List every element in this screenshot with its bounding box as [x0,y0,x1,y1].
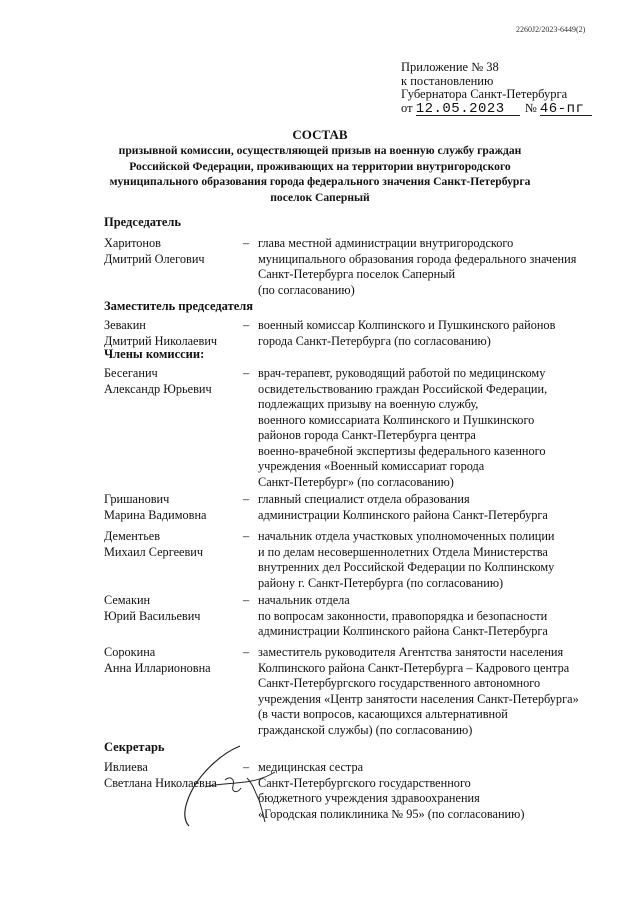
dash: – [243,760,250,774]
position-line: учреждения «Военный комиссариат города [258,459,485,473]
person-position [258,236,576,298]
document-subtitle: призывной комиссии, осуществляющей призыв на военную службу граждан Российской Федерации, проживающих на территории внутригородского муниципального образования города федерального значения Санкт-Петербурга поселок Саперный [109,144,531,204]
surname: Сорокина [104,645,156,659]
date-value: 12.05.2023 [415,100,505,117]
given-names: Светлана Николаевна [104,775,217,790]
person-name [104,236,205,267]
document-number: 2260J2/2023-6449(2) [516,25,586,34]
appendix-issuer: Губернатора Санкт-Петербурга [401,87,568,101]
handwritten-signature [175,742,285,832]
given-names: Юрий Васильевич [104,608,201,623]
position-line: муниципального образования города федерального значения [258,251,577,266]
appendix-date-row [401,102,592,116]
person-name [104,593,201,624]
section-secretary: Секретарь [104,740,165,754]
person-position [258,529,555,591]
number-field [540,102,592,116]
position-line: внутренних дел Российской Федерации по Колпинскому [258,560,555,574]
position-line: военного комиссариата Колпинского и Пушкинского [258,412,535,427]
person-position [258,492,548,523]
appendix-block [401,61,592,116]
position-line: районов города Санкт-Петербурга центра [258,428,476,442]
person-position [258,318,555,349]
position-line: району г. Санкт-Петербурга (по согласованию) [258,575,504,590]
given-names: Дмитрий Николаевич [104,333,218,348]
surname: Гришанович [104,492,170,506]
position-line: медицинская сестра [258,760,364,774]
position-line: (по согласованию) [258,282,355,297]
position-line: глава местной администрации внутригородского [258,236,514,250]
dash: – [243,492,250,506]
person-name [104,492,207,523]
person-name [104,529,203,560]
position-line: начальник отдела участковых уполномоченных полиции [258,529,555,543]
person-position [258,593,548,640]
person-position [258,645,579,738]
position-line: бюджетного учреждения здравоохранения [258,791,480,805]
surname: Семакин [104,593,151,607]
position-line: главный специалист отдела образования [258,492,470,506]
position-line: военный комиссар Колпинского и Пушкинского районов [258,318,556,332]
given-names: Дмитрий Олегович [104,251,205,266]
position-line: и по делам несовершеннолетних Отдела Министерства [258,544,548,559]
date-prefix: от [401,100,413,115]
position-line: (в части вопросов, касающихся альтернативной [258,707,508,721]
position-line: заместитель руководителя Агентства занятости населения [258,645,564,659]
given-names: Александр Юрьевич [104,381,212,396]
position-line: Санкт-Петербургского государственного [258,775,471,790]
position-line: администрации Колпинского района Санкт-Петербурга [258,624,548,638]
date-field [416,102,520,116]
surname: Бесеганич [104,366,158,380]
person-position [258,366,547,490]
position-line: города Санкт-Петербурга (по согласованию) [258,333,491,348]
dash: – [243,593,250,607]
position-line: подлежащих призыву на военную службу, [258,397,479,411]
appendix-reference: к постановлению [401,73,494,88]
surname: Ивлиева [104,760,148,774]
document-title: СОСТАВ [292,127,348,142]
position-line: врач-терапевт, руководящий работой по медицинскому [258,366,546,380]
position-line: учреждения «Центр занятости населения Санкт-Петербурга» [258,691,579,706]
given-names: Анна Илларионовна [104,660,211,675]
position-line: администрации Колпинского района Санкт-Петербурга [258,507,548,522]
dash: – [243,318,250,332]
person-position [258,760,524,822]
person-name [104,366,212,397]
position-line: начальник отдела [258,593,350,607]
position-line: Санкт-Петербургского государственного автономного [258,676,541,690]
dash: – [243,366,250,380]
position-line: Санкт-Петербурга поселок Саперный [258,267,456,281]
section-members: Члены комиссии: [104,347,205,361]
person-name [104,645,211,676]
position-line: гражданской службы) (по согласованию) [258,722,473,737]
given-names: Михаил Сергеевич [104,544,204,559]
number-value: 46-пг [539,100,585,117]
surname: Дементьев [104,529,161,543]
given-names: Марина Вадимовна [104,507,207,522]
position-line: по вопросам законности, правопорядка и безопасности [258,608,548,623]
surname: Зевакин [104,318,146,332]
position-line: военно-врачебной экспертизы федерального казенного [258,443,546,458]
dash: – [243,529,250,543]
position-line: «Городская поликлиника № 95» (по согласованию) [258,806,525,821]
dash: – [243,645,250,659]
number-prefix: № [524,100,537,115]
section-deputy: Заместитель председателя [104,299,254,313]
section-chairman: Председатель [104,215,182,229]
position-line: Санкт-Петербург» (по согласованию) [258,474,454,489]
appendix-number: Приложение № 38 [401,60,499,74]
person-name [104,318,217,349]
surname: Харитонов [104,236,161,250]
position-line: освидетельствованию граждан Российской Федерации, [258,381,548,396]
position-line: Колпинского района Санкт-Петербурга – Кадрового центра [258,660,570,675]
dash: – [243,236,250,250]
